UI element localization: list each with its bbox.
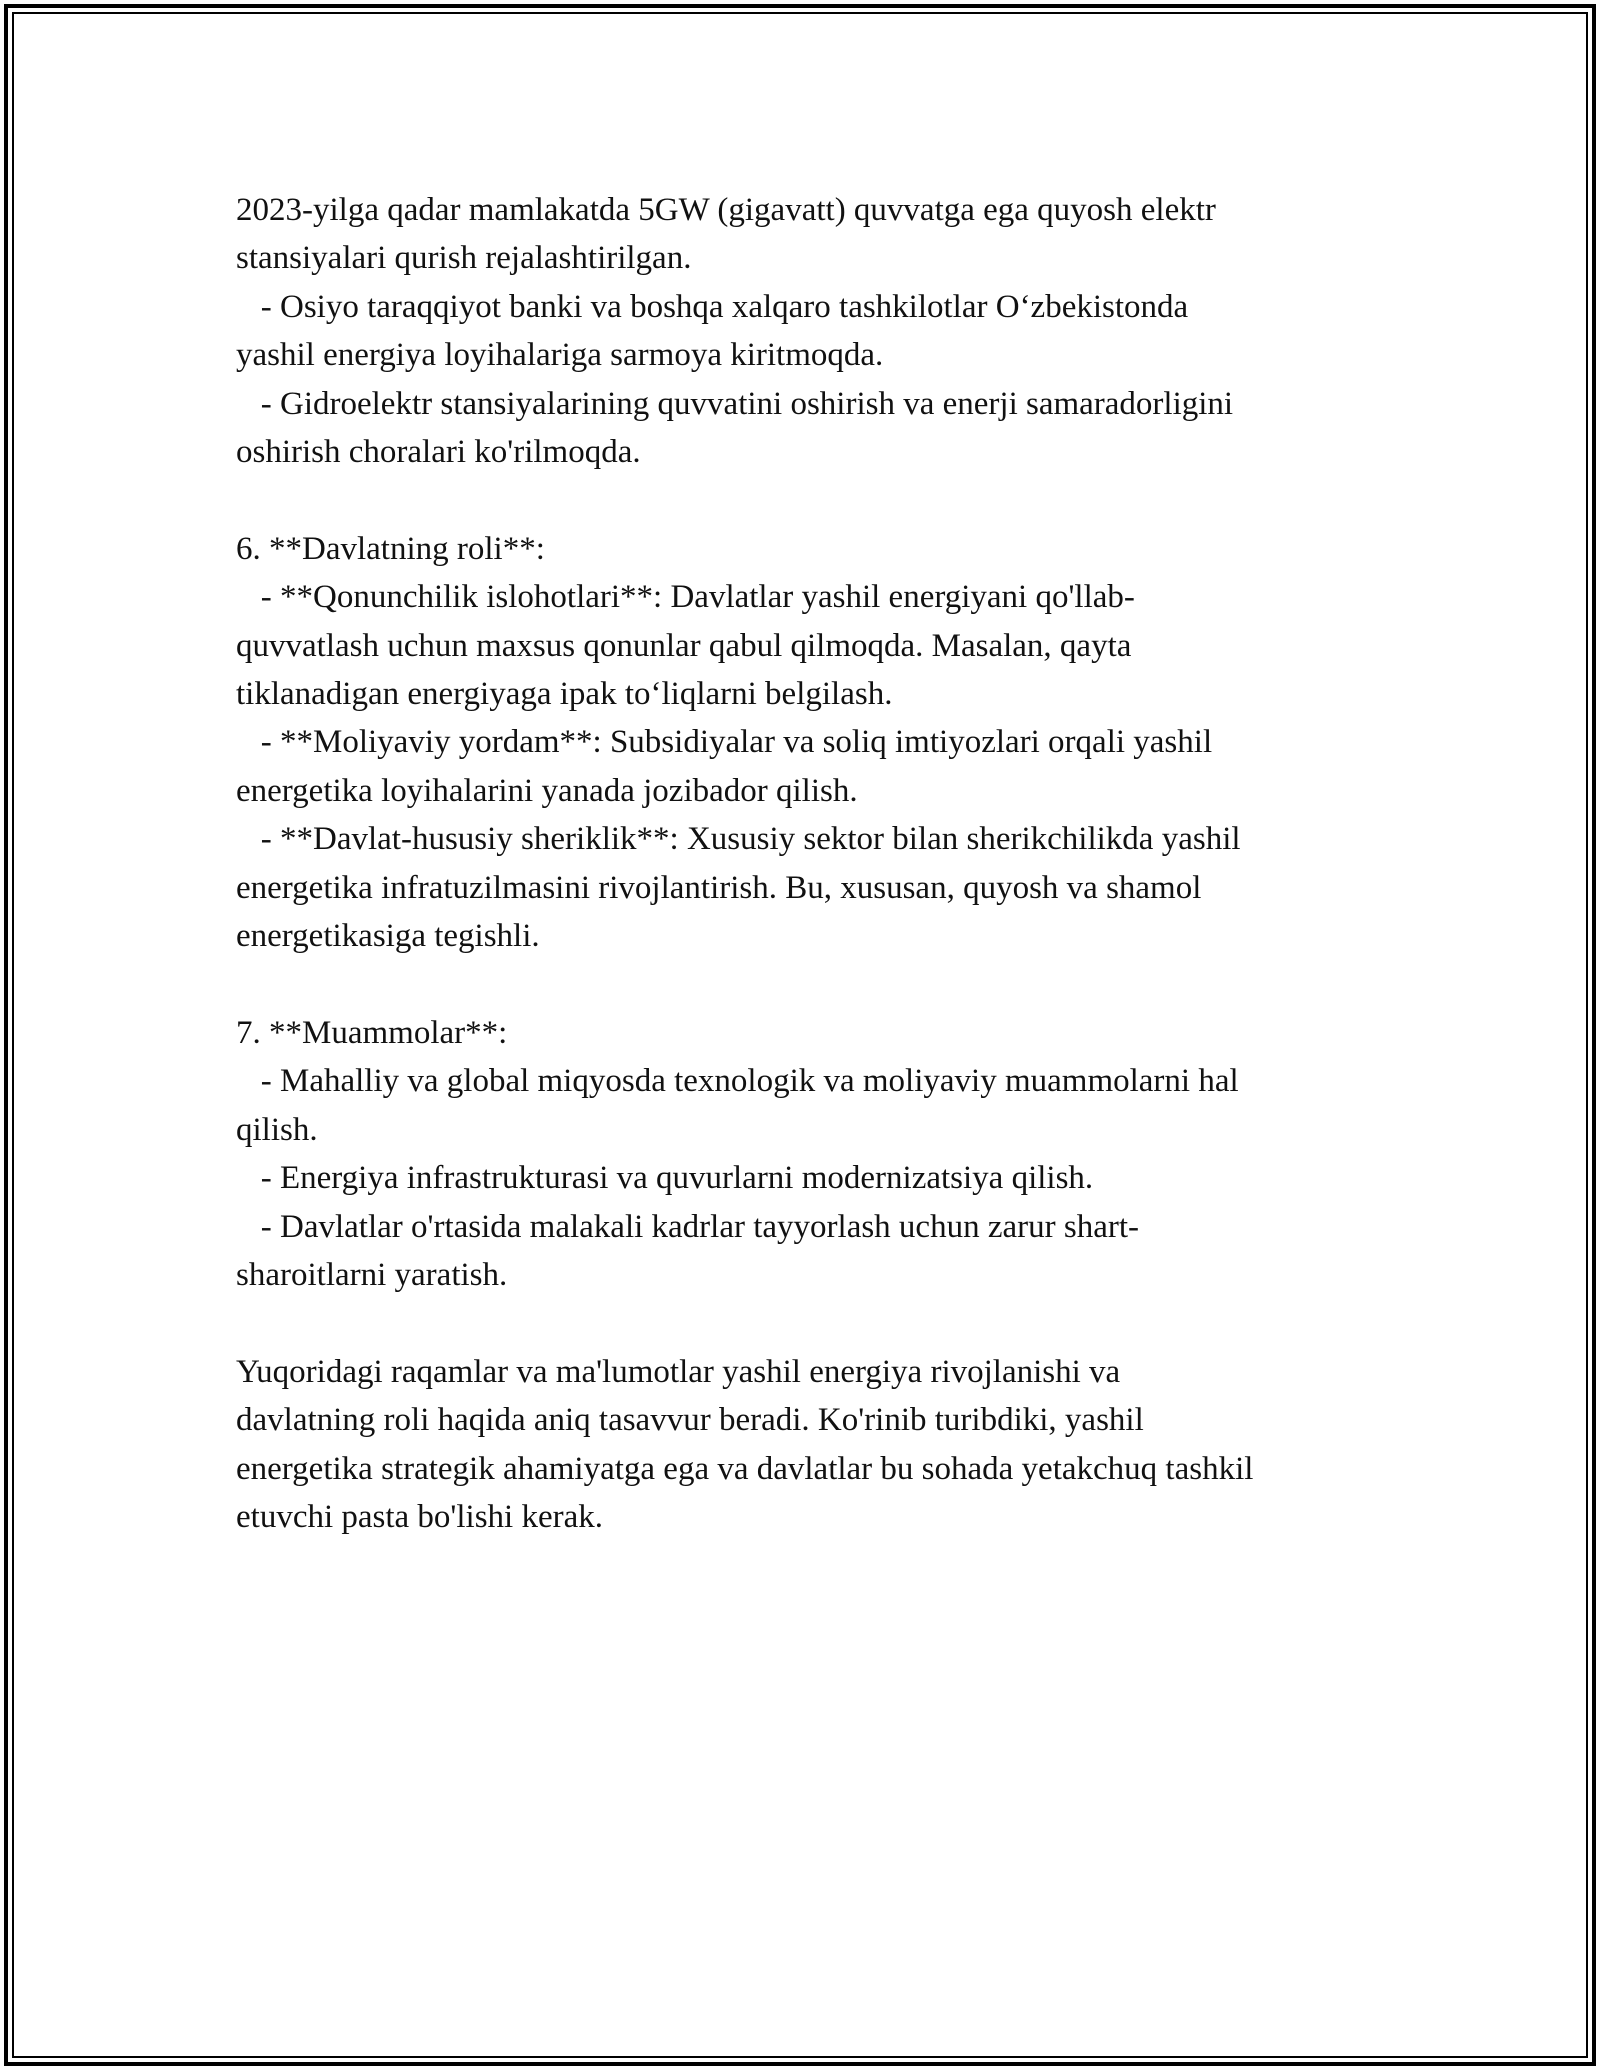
text-line: 2023-yilga qadar mamlakatda 5GW (gigavatt) quvvatga ega quyosh elektr: [236, 192, 1216, 228]
text-line: - Mahalliy va global miqyosda texnologik va moliyaviy muammolarni hal: [236, 1063, 1239, 1100]
document-body: [236, 186, 1376, 1541]
text-line: - **Moliyaviy yordam**: Subsidiyalar va soliq imtiyozlari orqali yashil: [236, 724, 1213, 761]
text-line: energetika strategik ahamiyatga ega va davlatlar bu sohada yetakchuq tashkil: [236, 1450, 1254, 1487]
text-line: oshirish choralari ko'rilmoqda.: [236, 434, 641, 471]
text-line: qilish.: [236, 1111, 318, 1148]
text-line: tiklanadigan energiyaga ipak to‘liqlarni belgilash.: [236, 676, 893, 713]
text-line: quvvatlash uchun maxsus qonunlar qabul qilmoqda. Masalan, qayta: [236, 627, 1132, 664]
text-line: sharoitlarni yaratish.: [236, 1256, 508, 1293]
text-line: - **Qonunchilik islohotlari**: Davlatlar yashil energiyani qo'llab-: [236, 579, 1135, 616]
paragraph-solar-plans: [236, 186, 1376, 476]
text-line: energetikasiga tegishli.: [236, 918, 540, 955]
text-line: - Energiya infrastrukturasi va quvurlarni modernizatsiya qilish.: [236, 1160, 1094, 1197]
paragraph-conclusion: [236, 1348, 1376, 1542]
section-heading: 7. **Muammolar**:: [236, 1014, 508, 1051]
paragraph-gap: [236, 476, 1376, 524]
section-problems: [236, 1009, 1376, 1299]
section-heading: 6. **Davlatning roli**:: [236, 530, 545, 567]
text-line: energetika infratuzilmasini rivojlantirish. Bu, xususan, quyosh va shamol: [236, 869, 1202, 906]
text-line: - **Davlat-hususiy sheriklik**: Xususiy sektor bilan sherikchilikda yashil: [236, 821, 1241, 858]
text-line: yashil energiya loyihalariga sarmoya kiritmoqda.: [236, 337, 884, 374]
paragraph-gap: [236, 1299, 1376, 1347]
text-line: - Davlatlar o'rtasida malakali kadrlar tayyorlash uchun zarur shart-: [236, 1208, 1139, 1245]
text-line: - Gidroelektr stansiyalarining quvvatini oshirish va enerji samaradorligini: [236, 385, 1234, 422]
text-line: etuvchi pasta bo'lishi kerak.: [236, 1498, 604, 1535]
paragraph-gap: [236, 960, 1376, 1008]
text-line: energetika loyihalarini yanada jozibador qilish.: [236, 772, 858, 809]
text-line: stansiyalari qurish rejalashtirilgan.: [236, 240, 692, 277]
section-state-role: [236, 525, 1376, 961]
text-line: Yuqoridagi raqamlar va ma'lumotlar yashil energiya rivojlanishi va: [236, 1353, 1121, 1390]
text-line: davlatning roli haqida aniq tasavvur beradi. Ko'rinib turibdiki, yashil: [236, 1402, 1144, 1439]
text-line: - Osiyo taraqqiyot banki va boshqa xalqaro tashkilotlar O‘zbekistonda: [236, 288, 1189, 325]
